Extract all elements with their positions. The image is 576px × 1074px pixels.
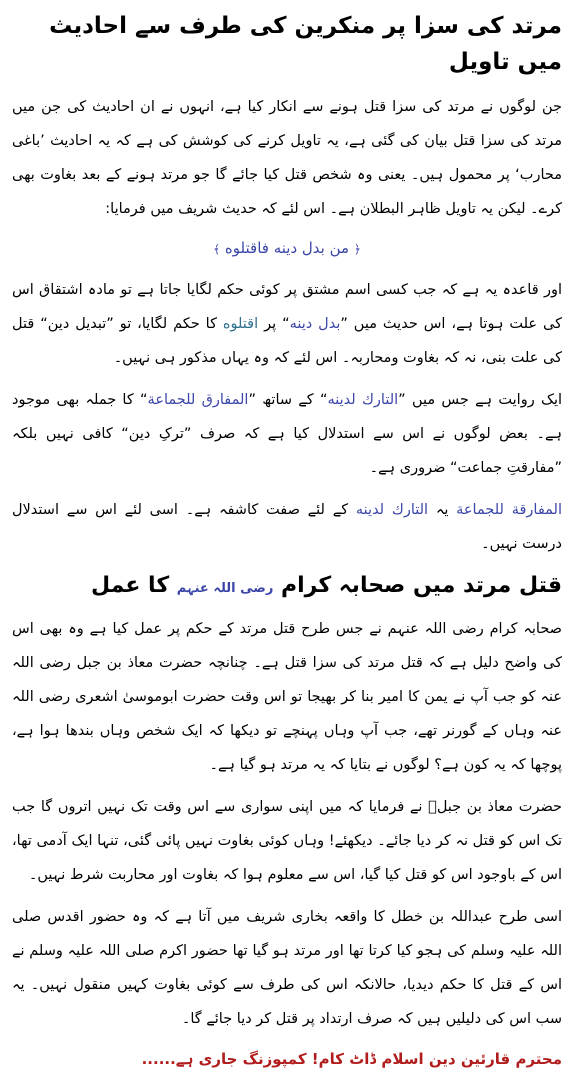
article-title: مرتد کی سزا پر منکرین کی طرف سے احادیث میں تاویل [49,13,562,75]
paragraph-4: المفارقة للجماعة یہ التارك لدينه کے لئے صفت کاشفہ ہے۔ اسی لئے اس سے استدلال درست نہیں۔ [12,502,562,552]
paragraph-1: جن لوگوں نے مرتد کی سزا قتل ہونے سے انکار کیا ہے، انہوں نے ان احادیث کی جن میں مرتد کی سزا قتل بیان کی گئی ہے، یہ تاویل کرنے کی کوشش کی ہے کہ یہ احادیث ’باغی محارب‘ پر محمول ہیں۔ یعنی وہ شخص قتل کیا جائے گا جو مرتد ہونے کے بعد بغاوت بھی کرے۔ لیکن یہ تاویل ظاہر البطلان ہے۔ اس لئے کہ حدیث شریف میں فرمایا: [12,99,562,217]
arabic-term: التارك لدينه [327,392,399,408]
paragraph-2: اور قاعدہ یہ ہے کہ جب کسی اسم مشتق پر کوئی حکم لگایا جاتا ہے تو مادہ اشتقاق اس کی علت ہوتا ہے، اس حدیث میں ”بدل دينه“ پر اقتلوه کا حکم لگایا، تو ”تبدیل دین“ قتل کی علت بنی، نہ کہ بغاوت ومحاربہ۔ اس لئے کہ وہ یہاں مذکور ہی نہیں۔ [12,282,562,366]
arabic-term: المفارقة للجماعة [456,502,562,518]
paragraph-3: ایک روایت ہے جس میں ”التارك لدينه“ کے ساتھ ”المفارق للجماعة“ کا جملہ بھی موجود ہے۔ بعض لوگوں نے اس سے استدلال کیا ہے کہ صرف ”ترکِ دین“ کافی نہیں بلکہ ”مفارقتِ جماعت“ ضروری ہے۔ [12,392,563,476]
paragraph-5: صحابہ کرام رضی اللہ عنہم نے جس طرح قتل مرتد کے حکم پر عمل کیا ہے وہ بھی اس کی واضح دلیل ہے کہ قتل مرتد کی سزا قتل ہے۔ چنانچہ حضرت معاذ بن جبل رضی اللہ عنہ کو جب آپ نے یمن کا امیر بنا کر بھیجا تو اس وقت حضرت ابوموسیٰ اشعری رضی اللہ عنہ وہاں کے گورنر تھے، جب آپ وہاں پہنچے تو دیکھا کہ ایک شخص وہاں بندھا ہوا ہے، پوچھا کہ یہ کون ہے؟ لوگوں نے بتایا کہ یہ مرتد ہو گیا ہے۔ [12,621,562,773]
hadith-quote [12,234,562,263]
paragraph-7: اسی طرح عبداللہ بن خطل کا واقعہ بخاری شریف میں آتا ہے کہ وہ حضور اقدس صلی اللہ علیہ وسلم کی ہجو کیا کرتا تھا اور مرتد ہو گیا تھا حضور اکرم صلی اللہ علیہ وسلم نے اس کے قتل کا حکم دیدیا، حالانکہ اس کی طرف سے کوئی بغاوت کہیں منقول نہیں۔ یہ سب اس کی دلیلیں ہیں کہ صرف ارتداد پر قتل کر دیا جائے گا۔ [12,909,562,1027]
arabic-term: اقتلوه [222,316,259,332]
ornament-right-icon: ﴾ [213,242,221,256]
arabic-term: التارك لدينه [355,502,429,518]
hadith-text: من بدل دينه فاقتلوه [224,239,350,257]
arabic-term: بدل دينه [289,316,341,332]
section-title: قتل مرتد میں صحابہ کرام رضی اللہ عنہم کا عمل [90,573,562,598]
arabic-term: المفارق للجماعة [147,392,249,408]
ornament-left-icon: ﴿ [353,242,361,256]
paragraph-6: حضرت معاذ بن جبلؓ نے فرمایا کہ میں اپنی سواری سے اس وقت تک نہیں اتروں گا جب تک اس کو قتل نہ کر دیا جائے۔ دیکھئے! وہاں کوئی بغاوت نہیں پائی گئی، تنہا ایک آدمی تھا، اس کے باوجود اس کو قتل کیا گیا، اس سے معلوم ہوا کہ بغاوت اور محاربت شرط نہیں۔ [12,799,562,883]
composing-notice: محترم قارئین دین اسلام ڈاٹ کام! کمپوزنگ جاری ہے...... [141,1050,562,1068]
honorific-icon: رضی اللہ عنہم [176,581,274,596]
